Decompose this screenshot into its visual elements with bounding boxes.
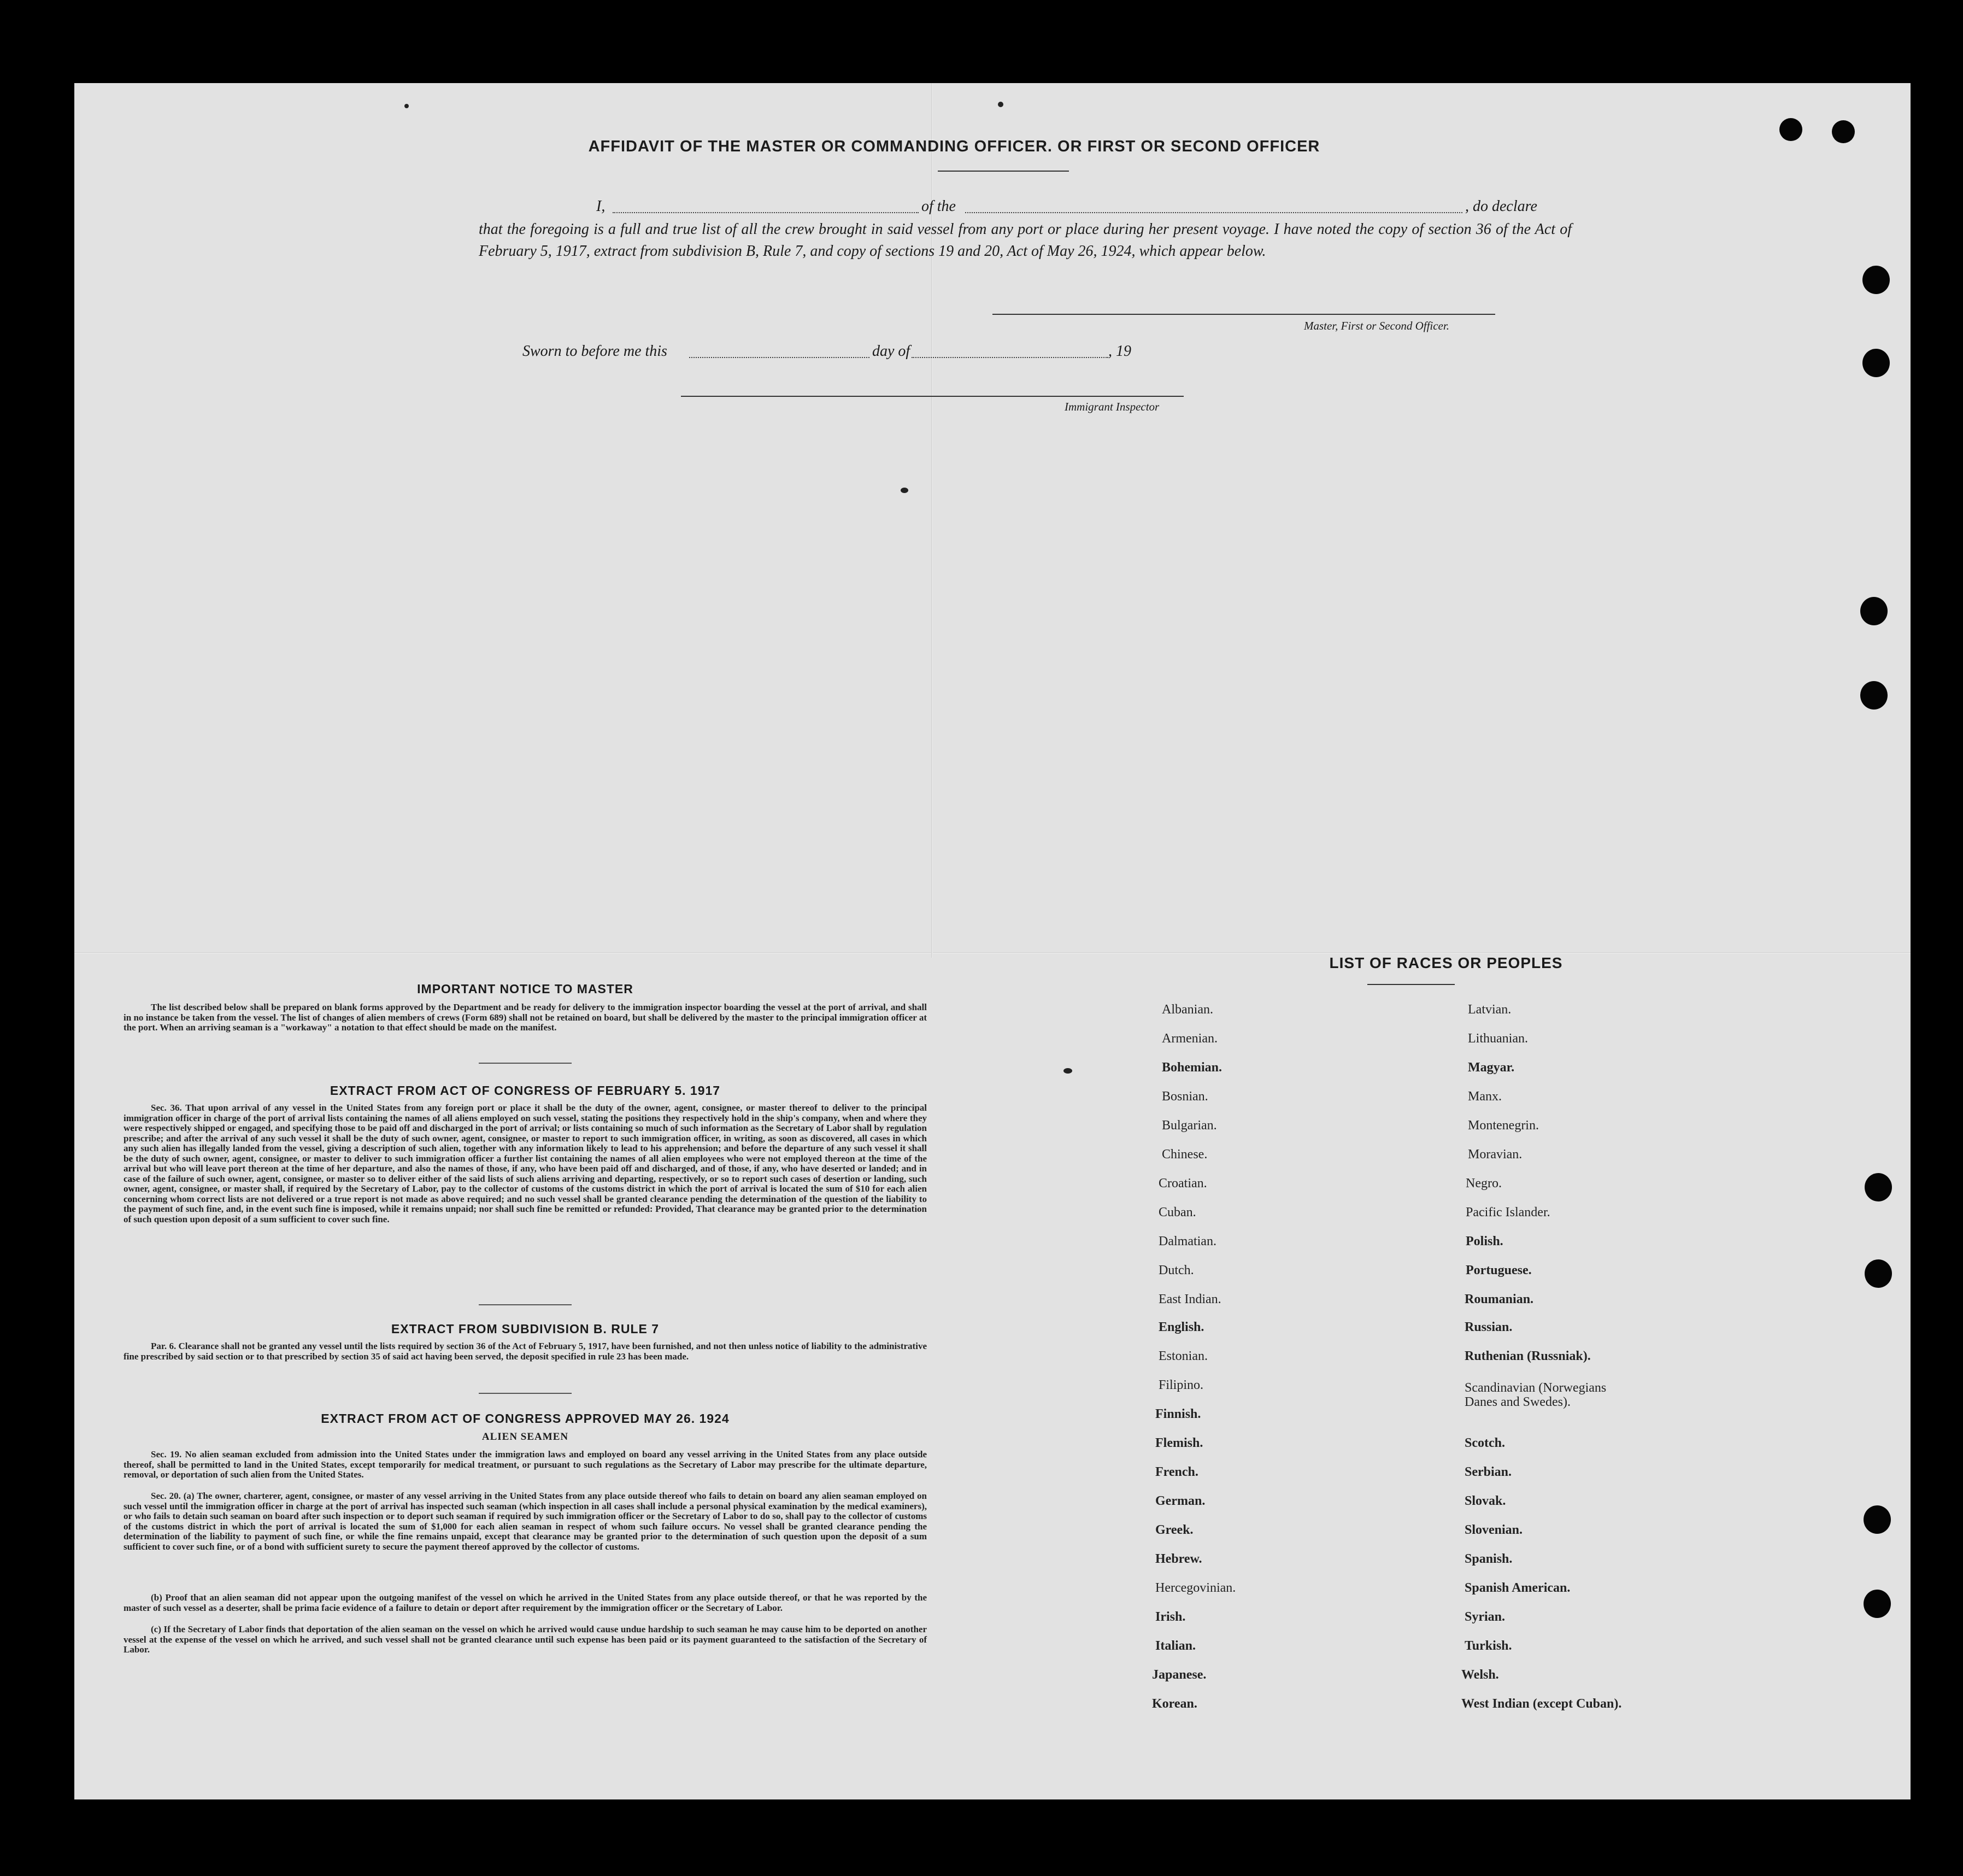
race-right-item: Magyar. — [1468, 1060, 1515, 1075]
rule7-title: EXTRACT FROM SUBDIVISION B. RULE 7 — [391, 1322, 660, 1336]
sworn-day-field[interactable] — [689, 357, 869, 358]
race-right-item: Manx. — [1468, 1089, 1502, 1104]
rule7-body: Par. 6. Clearance shall not be granted any vessel until the lists required by section 36 of the Act of February 5, 1917, have been furnished, and not then unless notice of liability to the administrative fine prescribed by said section or to that prescribed by section 35 of said act having been served, the deposit specified in rule 23 has been made. — [124, 1341, 927, 1362]
race-right-item: Serbian. — [1465, 1465, 1512, 1479]
name-field[interactable] — [613, 212, 919, 213]
day-of-label: day of — [872, 343, 910, 360]
race-left-item: Filipino. — [1159, 1378, 1204, 1392]
race-left-item: Cuban. — [1159, 1205, 1196, 1220]
notice-title: IMPORTANT NOTICE TO MASTER — [417, 982, 633, 996]
divider — [479, 1063, 572, 1064]
affidavit-title: AFFIDAVIT OF THE MASTER OR COMMANDING OFFICER. OR FIRST OR SECOND OFFICER — [588, 138, 1320, 155]
vessel-field[interactable] — [965, 212, 1462, 213]
i-label: I, — [596, 198, 606, 215]
horizontal-fold — [74, 952, 1911, 954]
sworn-label: Sworn to before me this — [522, 343, 667, 360]
race-left-item: Hercegovinian. — [1155, 1581, 1236, 1595]
do-declare-label: , do declare — [1465, 198, 1537, 215]
race-left-item: French. — [1155, 1465, 1198, 1479]
sworn-month-field[interactable] — [912, 357, 1108, 358]
races-title: LIST OF RACES OR PEOPLES — [1329, 954, 1563, 971]
race-left-item: Bohemian. — [1162, 1060, 1223, 1075]
inspector-label: Immigrant Inspector — [1065, 400, 1160, 413]
race-right-item: Polish. — [1466, 1234, 1503, 1248]
race-left-item: Finnish. — [1155, 1407, 1201, 1421]
race-right-item: Welsh. — [1461, 1668, 1499, 1682]
of-the-label: of the — [921, 198, 956, 215]
race-right-item: Ruthenian (Russniak). — [1465, 1349, 1591, 1363]
punch-hole — [1865, 1259, 1892, 1288]
extract-1917-body: Sec. 36. That upon arrival of any vessel in the United States from any foreign port or place it shall be the duty of the owner, agent, consignee, or master thereof to deliver to the principal immigration officer in charge of the port of arrival lists containing the names of all aliens employed on such vessel, stating the positions they respectively hold in the ship's company, when and where they were respectively shipped or engaged, and specifying those to be paid off and discharged in the port of arrival; or lists containing so much of such information as the Secretary of Labor shall by regulation prescribe; and after the arrival of any such vessel it shall be the duty of such owner, agent, consignee, or master to report to such immigration officer, in writing, as soon as discovered, all cases in which any such alien has illegally landed from the vessel, giving a description of such alien, together with any information likely to lead to his apprehension; and before the departure of any such vessel it shall be the duty of such owner, agent, consignee, or master to deliver to such immigration officer a further list containing the names of all alien employees who were not employed thereon at the time of the arrival but who will leave port thereon at the time of her departure, and also the names of those, if any, who have been paid off and discharged, and of those, if any, who have deserted or landed; and in case of the failure of such owner, agent, consignee, or master so to deliver either of the said lists of such aliens arriving and departing, respectively, or so to report such cases of desertion or landing, such owner, agent, consignee, or master shall, if required by the Secretary of Labor, pay to the collector of customs of the customs district in which the port of arrival is located the sum of $10 for each alien concerning whom correct lists are not delivered or a true report is not made as above required; and no such vessel shall be granted clearance pending the determination of the question of the liability to the payment of such fine, and, in the event such fine is imposed, while it remains unpaid; nor shall such fine be remitted or refunded: Provided, That clearance may be granted prior to the determination of such question upon deposit of a sum sufficient to cover such fine. — [124, 1103, 927, 1224]
punch-hole — [1862, 349, 1890, 377]
race-left-item: Flemish. — [1155, 1436, 1203, 1450]
punch-hole — [1860, 681, 1888, 710]
punch-hole — [1865, 1173, 1892, 1201]
notice-body: The list described below shall be prepared on blank forms approved by the Department and be ready for delivery to the immigration inspector boarding the vessel at the port of arrival, and shall in no instance be taken from the vessel. The list of changes of alien members of crews (Form 689) shall not be retained on board, but shall be delivered by the master to the principal immigration officer at the port. When an arriving seaman is a "workaway" a notation to that effect should be made on the manifest. — [124, 1002, 927, 1033]
title-rule — [938, 171, 1069, 172]
race-left-item: Hebrew. — [1155, 1552, 1202, 1566]
races-title-rule — [1367, 984, 1455, 985]
race-right-line: Danes and Swedes). — [1465, 1395, 1571, 1409]
ink-speck — [901, 488, 908, 493]
sec20b-body: (b) Proof that an alien seaman did not appear upon the outgoing manifest of the vessel on which he arrived in the United States from any place outside thereof, or that he was reported by the master of such vessel as a deserter, shall be prima facie evidence of a failure to detain or deport after requirement by the immigration officer or the Secretary of Labor. — [124, 1592, 927, 1613]
race-right-item: Slovenian. — [1465, 1523, 1523, 1537]
race-right-item: Portuguese. — [1466, 1263, 1532, 1277]
sworn-line — [522, 343, 1233, 365]
race-left-item: Armenian. — [1162, 1031, 1218, 1046]
race-left-item: Chinese. — [1162, 1147, 1208, 1162]
race-left-item: English. — [1159, 1320, 1204, 1334]
extract-1917-title: EXTRACT FROM ACT OF CONGRESS OF FEBRUARY 5. 1917 — [330, 1083, 721, 1098]
ink-speck — [998, 102, 1003, 107]
race-left-item: Italian. — [1155, 1639, 1196, 1653]
race-right-item: Lithuanian. — [1468, 1031, 1528, 1046]
race-left-item: Dalmatian. — [1159, 1234, 1216, 1248]
race-left-item: Korean. — [1152, 1697, 1197, 1711]
punch-hole — [1864, 1505, 1891, 1534]
punch-hole — [1860, 597, 1888, 625]
officer-signature-line[interactable] — [992, 314, 1495, 315]
race-left-item: Bulgarian. — [1162, 1118, 1217, 1133]
race-right-item: Spanish American. — [1465, 1581, 1571, 1595]
race-right-line: Scandinavian (Norwegians — [1465, 1381, 1607, 1395]
ink-speck — [1063, 1068, 1072, 1074]
race-right-item: Pacific Islander. — [1466, 1205, 1550, 1220]
race-left-item: Bosnian. — [1162, 1089, 1208, 1104]
inspector-signature-line[interactable] — [681, 396, 1184, 397]
race-right-item: Montenegrin. — [1468, 1118, 1539, 1133]
extract-1924-subtitle: ALIEN SEAMEN — [481, 1431, 569, 1443]
race-right-item: Slovak. — [1465, 1494, 1506, 1508]
punch-hole — [1832, 120, 1855, 143]
race-right-item: Turkish. — [1465, 1639, 1512, 1653]
race-left-item: German. — [1155, 1494, 1206, 1508]
race-left-item: East Indian. — [1159, 1292, 1221, 1306]
race-right-item: Spanish. — [1465, 1552, 1513, 1566]
extract-1924-title: EXTRACT FROM ACT OF CONGRESS APPROVED MAY 26. 1924 — [321, 1411, 730, 1426]
race-left-item: Japanese. — [1152, 1668, 1207, 1682]
race-right-item: Scotch. — [1465, 1436, 1505, 1450]
race-right-item: Syrian. — [1465, 1610, 1506, 1624]
punch-hole — [1779, 118, 1802, 141]
race-left-item: Estonian. — [1159, 1349, 1208, 1363]
race-left-item: Irish. — [1155, 1610, 1186, 1624]
year-label: , 19 — [1108, 343, 1131, 360]
race-left-item: Croatian. — [1159, 1176, 1207, 1191]
race-right-item: Latvian. — [1468, 1003, 1512, 1017]
race-left-item: Greek. — [1155, 1523, 1194, 1537]
race-right-item: Roumanian. — [1465, 1292, 1534, 1306]
sec19-body: Sec. 19. No alien seaman excluded from admission into the United States under the immigration laws and employed on board any vessel arriving in the United States from any place outside thereof, shall be permitted to land in the United States, except temporarily for medical treatment, or pursuant to such regulations as the Secretary of Labor may prescribe for the ultimate departure, removal, or deportation of such alien from the United States. — [124, 1449, 927, 1480]
affidavit-declaration-line — [501, 198, 1572, 220]
race-left-item: Dutch. — [1159, 1263, 1194, 1277]
divider — [479, 1304, 572, 1305]
race-right-item: Russian. — [1465, 1320, 1513, 1334]
race-right-item: West Indian (except Cuban). — [1461, 1697, 1622, 1711]
affidavit-body: that the foregoing is a full and true list of all the crew brought in said vessel from any port or place during her present voyage. I have noted the copy of section 36 of the Act of February 5, 1917, extract from subdivision B, Rule 7, and copy of sections 19 and 20, Act of May 26, 1924, which appear below. — [479, 221, 1572, 260]
divider — [479, 1393, 572, 1394]
sec20c-body: (c) If the Secretary of Labor finds that deportation of the alien seaman on the vessel on which he arrived would cause undue hardship to such seaman he may cause him to be deported on another vessel at the expense of the vessel on which he arrived, and such vessel shall not be granted clearance until such expense has been paid or its payment guaranteed to the satisfaction of the Secretary of Labor. — [124, 1624, 927, 1655]
race-left-item: Albanian. — [1162, 1003, 1213, 1017]
officer-label: Master, First or Second Officer. — [1304, 319, 1449, 332]
race-right-item: Moravian. — [1468, 1147, 1523, 1162]
sec20a-body: Sec. 20. (a) The owner, charterer, agent, consignee, or master of any vessel arriving in the United States from any place outside thereof who fails to detain on board any alien seaman employed on such vessel until the immigration officer in charge at the port of arrival has inspected such seaman (which inspection in all cases shall include a personal physical examination by the medical examiners), or who fails to detain such seaman on board after such inspection or to deport such seaman if required by such immigration officer or the Secretary of Labor to do so, shall pay to the collector of customs of the customs district in which the port of arrival is located the sum of $1,000 for each alien seaman in respect of whom such failure occurs. No vessel shall be granted clearance pending the determination of the liability to payment of such fine, or while the fine remains unpaid, except that clearance may be granted prior to the determination of such question upon the deposit of a sum sufficient to cover such fine, or of a bond with sufficient surety to secure the payment thereof approved by the collector of customs. — [124, 1491, 927, 1552]
punch-hole — [1862, 266, 1890, 294]
race-right-item: Negro. — [1466, 1176, 1502, 1191]
document-sheet — [74, 83, 1911, 1799]
race-right-item-scandinavian — [1465, 1381, 1606, 1409]
ink-speck — [404, 104, 409, 108]
punch-hole — [1864, 1590, 1891, 1618]
